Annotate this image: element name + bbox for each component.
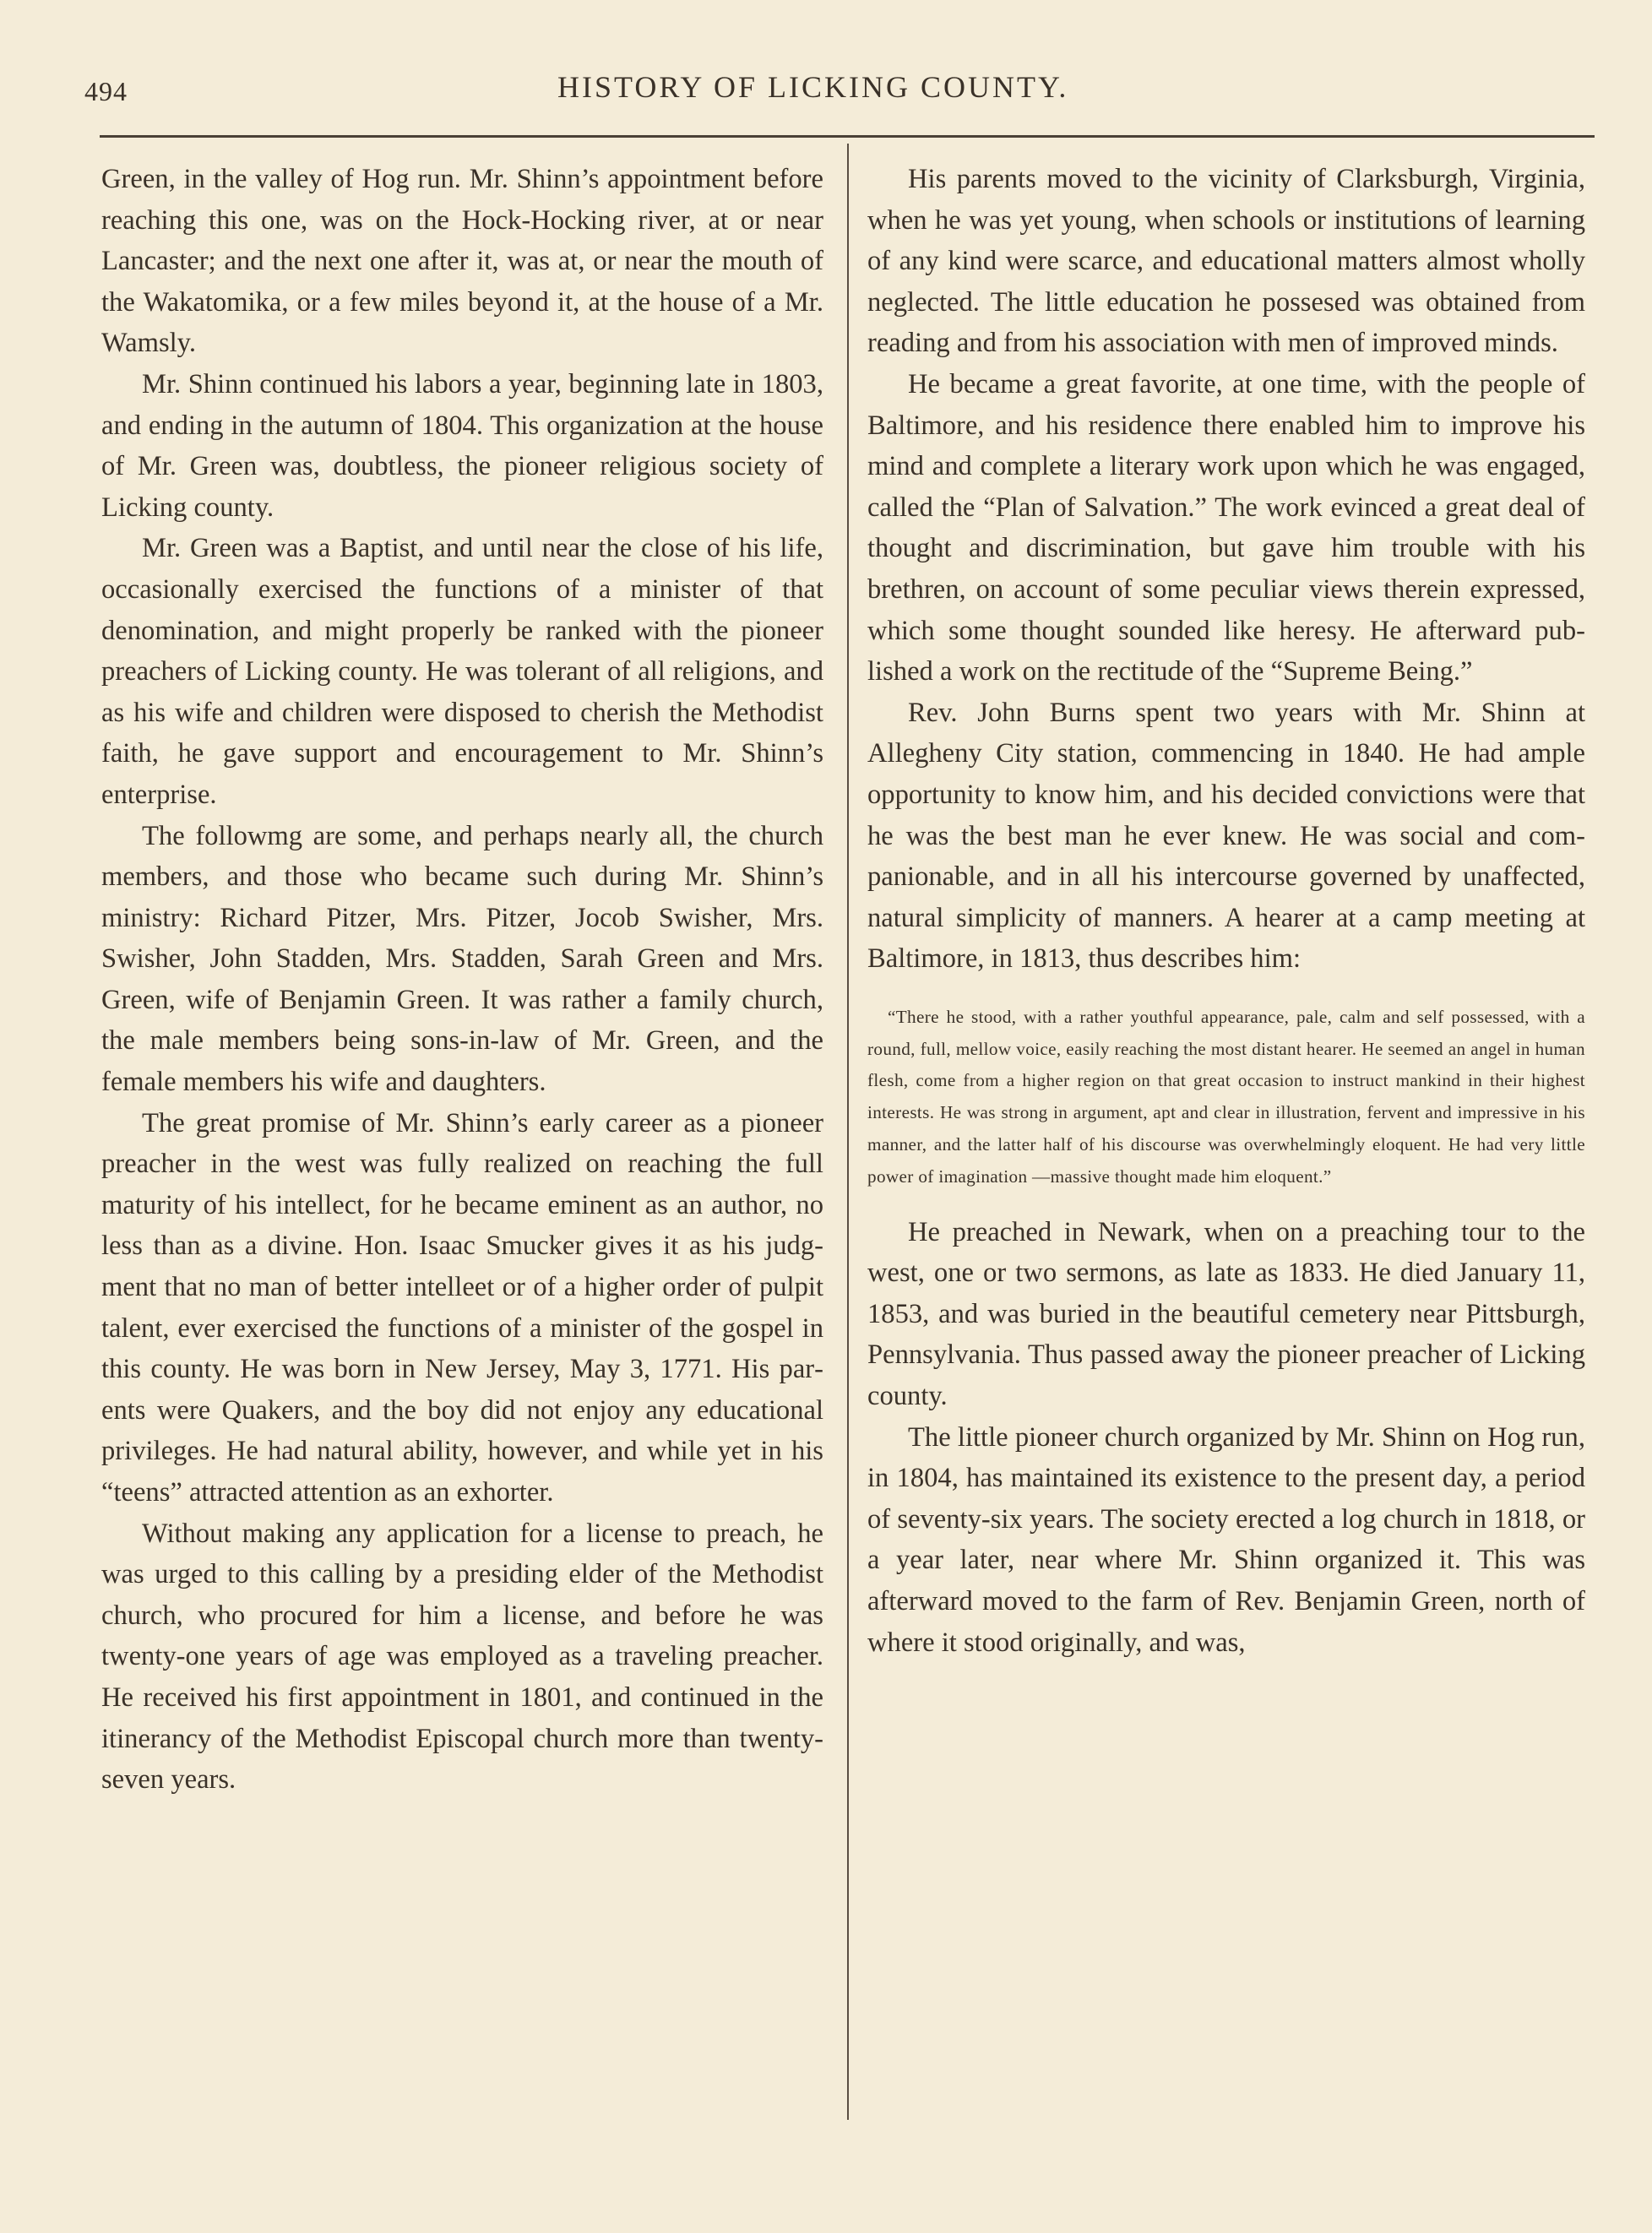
paragraph: Mr. Green was a Baptist, and until near the close of his life, occasionally exercised the functions of a minister of that denomination, and might properly be ranked with the pioneer preachers of Licking county. He was tolerant of all religions, and as his wife and children were disposed to cherish the Methodist faith, he gave support and encouragement to Mr. Shinn’s enterprise.	[101, 533, 823, 810]
right-column	[867, 159, 1585, 1663]
paragraph: Mr. Shinn continued his labors a year, beginning late in 1803, and ending in the autumn of 1804. This organization at the house of Mr. Green was, doubtless, the pioneer religious society of Licking county.	[101, 368, 823, 523]
paragraph: His parents moved to the vicinity of Clarksburgh, Virginia, when he was yet young, when schools or institutions of learning of any kind were scarce, and educational matters almost wholly neglected. The little education he possesed was obtained from reading and from his association with men of improved minds.	[867, 164, 1585, 359]
paragraph: The little pioneer church organized by Mr. Shinn on Hog run, in 1804, has maintained its existence to the present day, a period of seventy-six years. The society erected a log church in 1818, or a year later, near where Mr. Shinn organized it. This was afterward moved to the farm of Rev. Benjamin Green, north of where it stood originally, and was,	[867, 1421, 1585, 1658]
header-rule	[100, 135, 1595, 138]
block-quote: “There he stood, with a rather youthful appearance, pale, calm and self possessed, with a round, full, mellow voice, easily reaching the most distant hearer. He seemed an angel in human flesh, come from a higher region on that great occasion to instruct mankind in their highest interests. He was strong in argument, apt and clear in illustration, fervent and impressive in his manner, and the latter half of his discourse was overwhelmingly eloquent. He had very little power of imagination —massive thought made him eloquent.”	[867, 1006, 1585, 1187]
column-divider	[847, 144, 849, 2120]
paragraph: He became a great favorite, at one time, with the people of Baltimore, and his residence there enabled him to improve his mind and complete a literary work upon which he was engaged, called the “Plan of Salvation.” The work evinced a great deal of thought and discrimination, but gave him trouble with his brethren, on account of some peculiar views therein expressed, which some thought sounded like heresy. He afterward published a work on the rectitude of the “Supreme Being.”	[867, 368, 1585, 687]
left-column	[101, 159, 823, 1801]
running-head	[84, 69, 1596, 111]
page-number: 494	[84, 76, 128, 106]
paragraph: The great promise of Mr. Shinn’s early career as a pioneer preacher in the west was fully realized on reaching the full maturity of his intellect, for he became eminent as an author, no less than as a divine. Hon. Isaac Smucker gives it as his judgment that no man of better intelleet or of a higher order of pulpit talent, ever exercised the functions of a minister of the gospel in this county. He was born in New Jersey, May 3, 1771. His parents were Quakers, and the boy did not enjoy any educational privileges. He had natural ability, however, and while yet in his “teens” attracted attention as an exhorter.	[101, 1107, 823, 1508]
paragraph: Rev. John Burns spent two years with Mr. Shinn at Allegheny City station, commencing in 1840. He had ample opportunity to know him, and his decided convictions were that he was the best man he ever knew. He was social and companionable, and in all his intercourse governed by unaffected, natural simplicity of manners. A hearer at a camp meeting at Baltimore, in 1813, thus describes him:	[867, 697, 1585, 975]
paragraph: Without making any application for a license to preach, he was urged to this calling by a presiding elder of the Methodist church, who procured for him a license, and before he was twenty-one years of age was employed as a traveling preacher. He received his first appointment in 1801, and continued in the itinerancy of the Methodist Episcopal church more than twenty-seven years.	[101, 1518, 823, 1796]
paragraph: Green, in the valley of Hog run. Mr. Shinn’s appointment before reaching this one, was on the Hock-Hocking river, at or near Lancaster; and the next one after it, was at, or near the mouth of the Wakatomika, or a few miles beyond it, at the house of a Mr. Wamsly.	[101, 164, 823, 359]
page-title: HISTORY OF LICKING COUNTY.	[557, 70, 1069, 104]
paragraph: The followmg are some, and perhaps nearly all, the church members, and those who became such during Mr. Shinn’s ministry: Richard Pitzer, Mrs. Pitzer, Jocob Swisher, Mrs. Swisher, John Stadden, Mrs. Stadden, Sarah Green and Mrs. Green, wife of Benjamin Green. It was rather a family church, the male members being sons-in-law of Mr. Green, and the female members his wife and daughters.	[101, 820, 823, 1098]
paragraph: He preached in Newark, when on a preaching tour to the west, one or two sermons, as late as 1833. He died January 11, 1853, and was buried in the beautiful cemetery near Pittsburgh, Pennsylvania. Thus passed away the pioneer preacher of Licking county.	[867, 1216, 1585, 1412]
